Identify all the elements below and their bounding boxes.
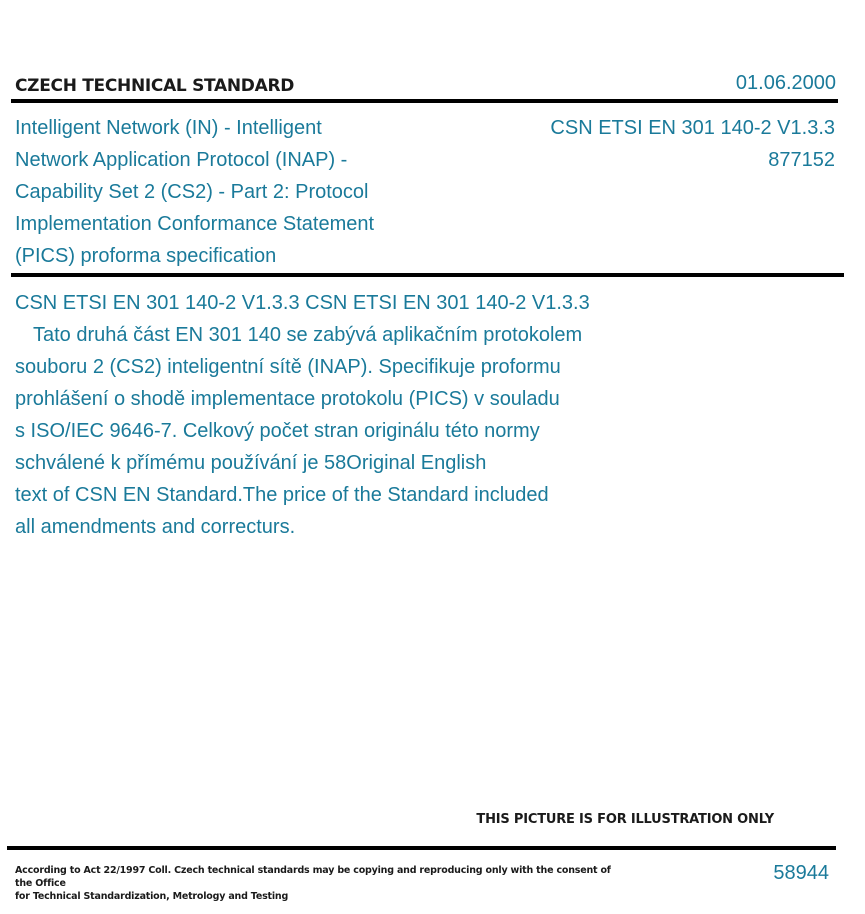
- body-line: schválené k přímému používání je 58Original English: [15, 452, 487, 474]
- body-line: souboru 2 (CS2) inteligentní sítě (INAP). Specifikuje proformu: [15, 356, 561, 378]
- title-divider: [11, 273, 844, 277]
- document-type-label: CZECH TECHNICAL STANDARD: [15, 76, 295, 96]
- body-line: CSN ETSI EN 301 140-2 V1.3.3 CSN ETSI EN 301 140-2 V1.3.3: [15, 292, 590, 314]
- body-line: text of CSN EN Standard.The price of the Standard included: [15, 484, 549, 506]
- body-line: s ISO/IEC 9646-7. Celkový počet stran originálu této normy: [15, 420, 540, 442]
- body-line: Tato druhá část EN 301 140 se zabývá aplikačním protokolem: [33, 324, 583, 346]
- standard-designation: CSN ETSI EN 301 140-2 V1.3.3: [550, 117, 835, 139]
- standard-codes: [550, 112, 835, 176]
- title-line: Capability Set 2 (CS2) - Part 2: Protocol: [15, 181, 369, 203]
- legal-notice: [15, 864, 615, 903]
- legal-line: for Technical Standardization, Metrology and Testing: [15, 891, 289, 902]
- standard-description: [15, 287, 655, 543]
- legal-line: According to Act 22/1997 Coll. Czech technical standards may be copying and reproducing only with the consent of the Office: [15, 865, 611, 889]
- catalog-number: 58944: [773, 862, 829, 884]
- body-line: prohlášení o shodě implementace protokolu (PICS) v souladu: [15, 388, 560, 410]
- publication-date: 01.06.2000: [735, 72, 836, 94]
- title-line: Implementation Conformance Statement: [15, 213, 375, 235]
- header-divider: [11, 99, 838, 103]
- illustration-disclaimer: THIS PICTURE IS FOR ILLUSTRATION ONLY: [476, 812, 774, 827]
- footer-divider: [7, 846, 836, 850]
- title-line: (PICS) proforma specification: [15, 245, 277, 267]
- title-line: Network Application Protocol (INAP) -: [15, 149, 348, 171]
- classification-code: 877152: [768, 149, 835, 171]
- title-line: Intelligent Network (IN) - Intelligent: [15, 117, 322, 139]
- standard-title: [15, 112, 475, 272]
- body-line: all amendments and correcturs.: [15, 516, 296, 538]
